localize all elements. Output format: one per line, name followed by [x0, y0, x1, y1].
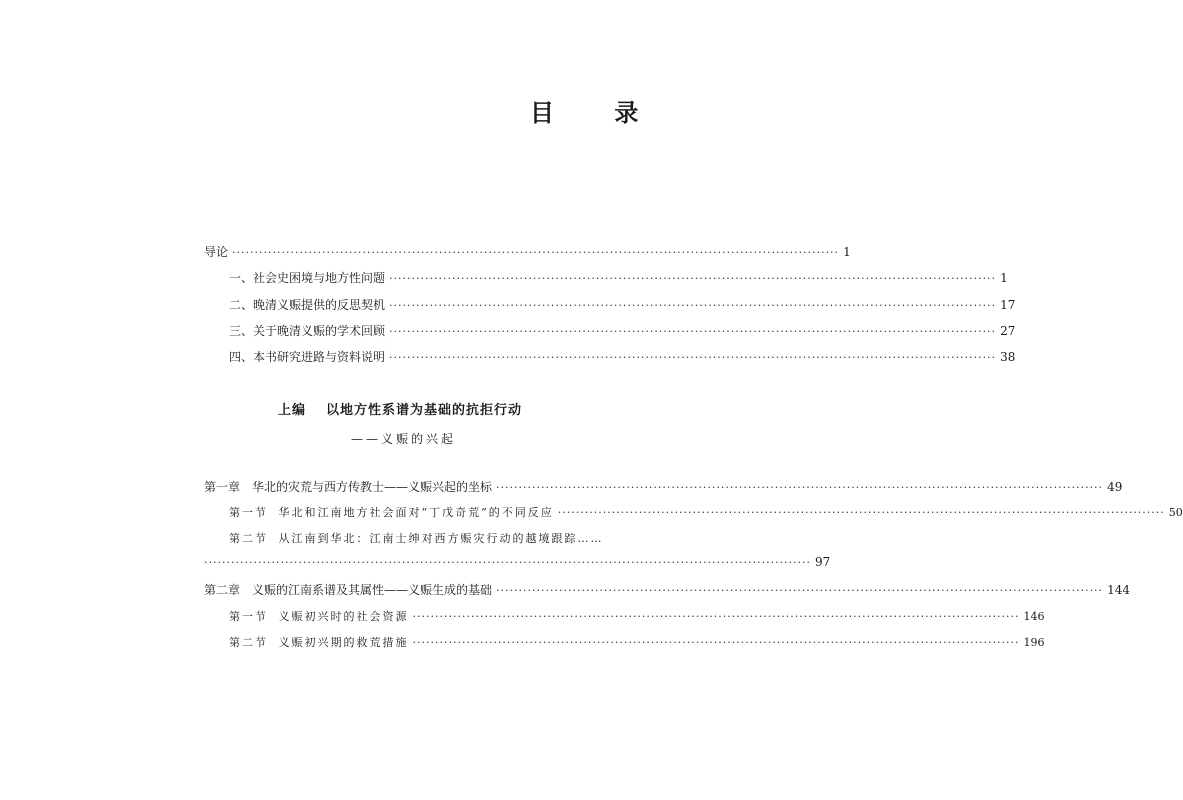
toc-section-page: 97	[815, 555, 831, 569]
toc-section-title: 义赈初兴期的救荒措施	[278, 636, 409, 649]
toc-section-page: 50	[1168, 506, 1183, 519]
toc-section-title: 从江南到华北：江南士绅对西方赈灾行动的越境跟踪……	[278, 532, 604, 545]
part-name: 上编	[278, 403, 307, 418]
toc-item-page: 17	[1000, 298, 1016, 312]
dot-leader: ·······································································································································	[389, 325, 997, 338]
toc-section-title: 义赈初兴时的社会资源	[278, 610, 409, 623]
dot-leader: ·······································································································································	[204, 556, 812, 569]
dot-leader: ·······································································································································	[389, 351, 997, 364]
toc-section[interactable]	[229, 504, 1183, 522]
toc-intro-page: 1	[843, 245, 851, 259]
toc-section-page: 146	[1023, 610, 1045, 623]
dot-leader: ·······································································································································	[496, 481, 1104, 494]
dot-leader: ·······································································································································	[389, 272, 997, 285]
toc-intro-item[interactable]	[229, 269, 1008, 287]
toc-chapter-page: 49	[1107, 480, 1123, 494]
toc-section[interactable]	[229, 530, 604, 548]
toc-section[interactable]	[229, 608, 1045, 626]
toc-intro-item[interactable]	[229, 322, 1016, 340]
part-heading	[278, 399, 522, 418]
toc-chapter-label: 第二章 义赈的江南系谱及其属性——义赈生成的基础	[204, 583, 493, 597]
toc-intro-label: 导论	[204, 245, 229, 259]
toc-section[interactable]	[229, 634, 1045, 652]
toc-section-page: 196	[1023, 636, 1045, 649]
toc-item-label: 二、晚清义赈提供的反思契机	[229, 298, 386, 312]
dot-leader: ·······································································································································	[412, 636, 1020, 649]
toc-section-title: 华北和江南地方社会面对“丁戊奇荒”的不同反应	[278, 506, 554, 519]
toc-intro-item[interactable]	[229, 348, 1016, 366]
toc-item-label: 四、本书研究进路与资料说明	[229, 350, 386, 364]
toc-item-page: 38	[1000, 350, 1016, 364]
toc-section-num: 第二节	[229, 636, 268, 649]
toc-item-page: 27	[1000, 324, 1016, 338]
toc-intro-item[interactable]	[229, 296, 1016, 314]
toc-item-label: 一、社会史困境与地方性问题	[229, 271, 386, 285]
toc-section-num: 第一节	[229, 506, 268, 519]
toc-item-label: 三、关于晚清义赈的学术回顾	[229, 324, 386, 338]
toc-chapter-label: 第一章 华北的灾荒与西方传教士——义赈兴起的坐标	[204, 480, 493, 494]
toc-chapter[interactable]	[204, 581, 1130, 599]
toc-section-label	[229, 530, 604, 546]
part-subtitle: ——义赈的兴起	[351, 432, 457, 446]
dot-leader: ·······································································································································	[412, 610, 1020, 623]
toc-intro[interactable]	[204, 243, 851, 261]
toc-item-page: 1	[1000, 271, 1008, 285]
page-title: 目 录	[530, 98, 665, 127]
toc-section-continuation[interactable]	[204, 555, 831, 573]
toc-chapter-page: 144	[1107, 583, 1130, 597]
toc-chapter[interactable]	[204, 478, 1123, 496]
dot-leader: ·······································································································································	[232, 246, 840, 259]
toc-section-label	[229, 634, 409, 650]
toc-section-label	[229, 504, 554, 520]
dot-leader: ·······································································································································	[389, 299, 997, 312]
part-title: 以地方性系谱为基础的抗拒行动	[326, 403, 523, 418]
toc-section-num: 第一节	[229, 610, 268, 623]
dot-leader: ·······································································································································	[557, 506, 1165, 519]
toc-section-num: 第二节	[229, 532, 268, 545]
toc-section-label	[229, 608, 409, 624]
dot-leader: ·······································································································································	[496, 584, 1104, 597]
